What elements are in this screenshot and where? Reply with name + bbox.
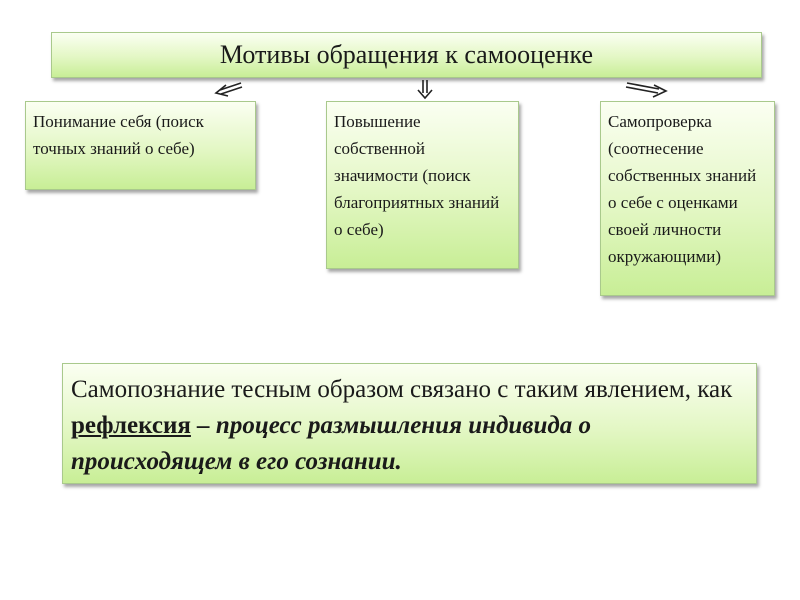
statement-lead: Самопознание тесным образом связано с таким явлением, как — [71, 376, 733, 403]
arrow-left — [216, 83, 242, 96]
reflection-statement-box — [62, 363, 757, 484]
motive-self-verification-box — [600, 101, 775, 296]
motive-understanding-box — [25, 101, 256, 190]
motive-self-verification-text: Самопроверка (соотнесение собственных знаний о себе с оценками своей личности окружающими) — [608, 112, 757, 266]
statement-term: рефлексия — [71, 412, 191, 439]
arrow-right — [626, 83, 666, 97]
motive-understanding-text: Понимание себя (поиск точных знаний о себе) — [33, 112, 204, 158]
statement-dash: – — [190, 412, 216, 439]
motive-self-enhancement-text: Повышение собственной значимости (поиск благоприятных знаний о себе) — [334, 112, 500, 239]
statement-definition: процесс размышления индивида о происходящем в его сознании. — [71, 412, 592, 475]
diagram-title: Мотивы обращения к самооценке — [219, 40, 594, 69]
motive-self-enhancement-box — [326, 101, 519, 269]
arrow-center — [418, 80, 432, 98]
